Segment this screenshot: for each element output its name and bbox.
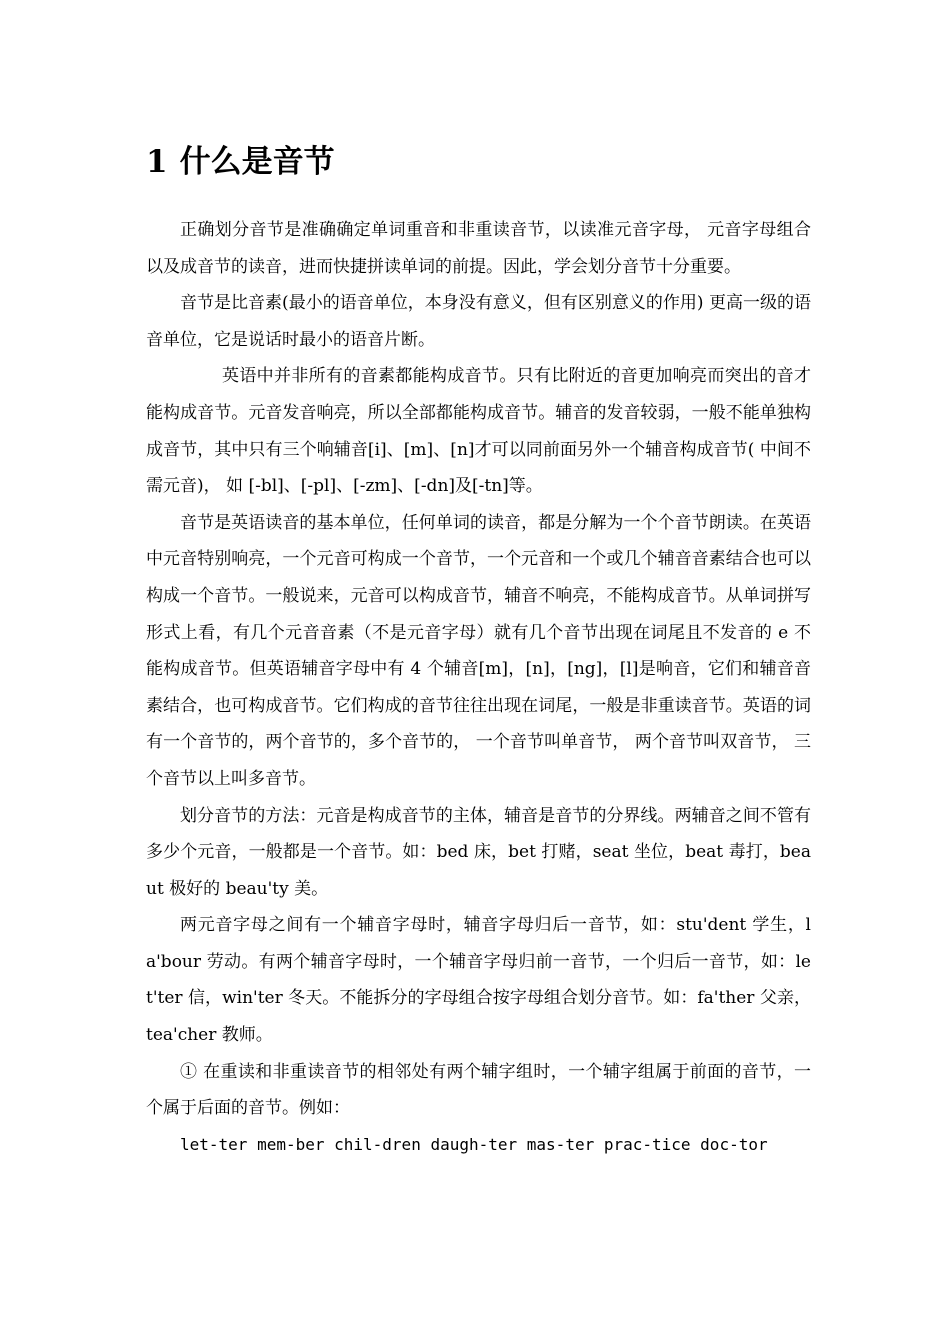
paragraph-intro: 正确划分音节是准确确定单词重音和非重读音节，以读准元音字母， 元音字母组合以及成音节的读音，进而快捷拼读单词的前提。因此，学会划分音节十分重要。 [146,220,811,277]
paragraph-syllable-definition: 音节是比音素(最小的语音单位，本身没有意义，但有区别意义的作用) 更高一级的语音单位，它是说话时最小的语音片断。 [146,293,811,350]
paragraph-rule-one: ① 在重读和非重读音节的相邻处有两个辅字组时，一个辅字组属于前面的音节，一个属于后面的音节。例如： [146,1061,811,1119]
section-number: 1 [146,144,168,180]
paragraph-consonant-rules: 两元音字母之间有一个辅音字母时，辅音字母归后一音节，如：stu'dent 学生，la'bour 劳动。有两个辅音字母时，一个辅音字母归前一音节，一个归后一音节，如：let'ter 信，win'ter 冬天。不能拆分的字母组合按字母组合划分音节。如：fa'ther 父亲，tea'cher 教师。 [146,915,811,1046]
document-body [146,212,811,1163]
paragraph-basic-unit: 音节是英语读音的基本单位，任何单词的读音，都是分解为一个个音节朗读。在英语中元音特别响亮，一个元音可构成一个音节，一个元音和一个或几个辅音音素结合也可以构成一个音节。一般说来，元音可以构成音节，辅音不响亮，不能构成音节。从单词拼写形式上看，有几个元音音素（不是元音字母）就有几个音节出现在词尾且不发音的 e 不能构成音节。但英语辅音字母中有 4 个辅音[m]，[n]，[ng]，[l]是响音，它们和辅音音素结合，也可构成音节。它们构成的音节往往出现在词尾，一般是非重读音节。英语的词有一个音节的，两个音节的，多个音节的， 一个音节叫单音节， 两个音节叫双音节， 三个音节以上叫多音节。 [146,512,811,789]
section-title: 什么是音节 [179,144,335,180]
paragraph-phonemes: 英语中并非所有的音素都能构成音节。只有比附近的音更加响亮而突出的音才能构成音节。元音发音响亮，所以全部都能构成音节。辅音的发音较弱，一般不能单独构成音节，其中只有三个响辅音[i]、[m]、[n]才可以同前面另外一个辅音构成音节( 中间不需元音)， 如 [-bl]、[-pl]、[-zm]、[-dn]及[-tn]等。 [146,366,811,497]
page-title [146,140,335,184]
example-words: let-ter mem-ber chil-dren daugh-ter mas-ter prac-tice doc-tor [180,1134,768,1154]
paragraph-method: 划分音节的方法：元音是构成音节的主体，辅音是音节的分界线。两辅音之间不管有多少个元音，一般都是一个音节。如：bed 床，bet 打赌，seat 坐位，beat 毒打，beaut 极好的 beau'ty 美。 [146,805,811,899]
